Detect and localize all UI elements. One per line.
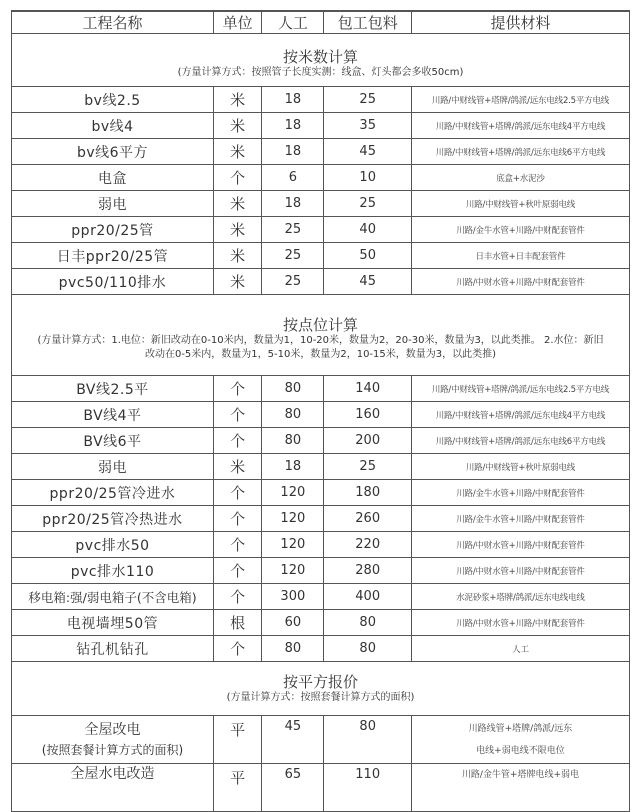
section-note: (方量计算方式：按照管子长度实测：线盒、灯头都会多收50cm) xyxy=(177,66,464,78)
cell-name xyxy=(12,764,214,812)
cell-materials: 川路/中财线管+塔牌/鸽派/远东电线2.5平方电线 xyxy=(411,87,629,113)
cell-unit: 个 xyxy=(213,506,261,532)
cell-labor: 18 xyxy=(262,191,324,217)
cell-unit: 个 xyxy=(213,428,261,454)
cell-name: BV线6平 xyxy=(12,428,214,454)
table-row xyxy=(12,532,630,558)
cell-unit: 个 xyxy=(213,376,261,402)
cell-unit: 个 xyxy=(213,532,261,558)
table-row xyxy=(12,584,630,610)
cell-labor: 120 xyxy=(262,532,324,558)
cell-materials: 川路/中财水管+川路/中财配套管件 xyxy=(411,610,629,636)
cell-name-main: 全屋水电改造 xyxy=(70,766,155,782)
cell-package: 45 xyxy=(324,269,411,295)
cell-materials xyxy=(411,716,629,764)
table-row xyxy=(12,764,630,812)
cell-labor: 300 xyxy=(262,584,324,610)
section-header-point xyxy=(12,295,630,376)
cell-unit: 米 xyxy=(213,217,261,243)
cell-package: 200 xyxy=(324,428,411,454)
header-package: 包工包料 xyxy=(324,11,411,34)
section-note: (方量计算方式：1.电位：新旧改动在0-10米内，数量为1，10-20米，数量为2，20-30米，数量为3，以此类推。 2.水位：新旧改动在0-5米内，数量为1，5-10米，数量为2，10-15米，数量为3，以此类推) xyxy=(37,334,604,360)
cell-materials: 川路/中财水管+川路/中财配套管件 xyxy=(411,532,629,558)
cell-materials: 川路/中财水管+川路/中财配套管件 xyxy=(411,558,629,584)
header-row xyxy=(12,11,630,34)
cell-name: 日丰ppr20/25管 xyxy=(12,243,214,269)
cell-package: 160 xyxy=(324,402,411,428)
cell-package: 25 xyxy=(324,87,411,113)
cell-materials: 川路/中财线管+秋叶原弱电线 xyxy=(411,454,629,480)
cell-name: ppr20/25管冷热进水 xyxy=(12,506,214,532)
cell-unit: 个 xyxy=(213,584,261,610)
section-header-meter xyxy=(12,34,630,87)
cell-package: 80 xyxy=(324,636,411,662)
header-materials: 提供材料 xyxy=(411,11,629,34)
cell-materials: 川路/中财线管+塔牌/鸽派/远东电线6平方电线 xyxy=(411,428,629,454)
table-row xyxy=(12,113,630,139)
cell-package: 10 xyxy=(324,165,411,191)
cell-unit: 根 xyxy=(213,610,261,636)
cell-materials-line2: 电线+弱电线不限电位 xyxy=(476,745,565,756)
cell-package: 45 xyxy=(324,139,411,165)
cell-labor: 60 xyxy=(262,610,324,636)
cell-unit: 米 xyxy=(213,454,261,480)
table-row xyxy=(12,428,630,454)
cell-name-main: 全屋改电 xyxy=(84,721,141,738)
cell-name: 电盒 xyxy=(12,165,214,191)
cell-labor: 25 xyxy=(262,217,324,243)
cell-name: pvc排水50 xyxy=(12,532,214,558)
cell-unit: 米 xyxy=(213,87,261,113)
table-row xyxy=(12,636,630,662)
cell-materials: 日丰水管+日丰配套管件 xyxy=(411,243,629,269)
cell-name: 弱电 xyxy=(12,191,214,217)
table-row xyxy=(12,402,630,428)
section-title: 按平方报价 xyxy=(282,673,358,691)
cell-unit: 米 xyxy=(213,113,261,139)
cell-unit: 个 xyxy=(213,480,261,506)
cell-labor: 120 xyxy=(262,558,324,584)
header-labor: 人工 xyxy=(262,11,324,34)
cell-materials xyxy=(411,764,629,812)
cell-package: 110 xyxy=(324,764,411,812)
cell-package: 40 xyxy=(324,217,411,243)
table-row xyxy=(12,243,630,269)
cell-labor: 18 xyxy=(262,454,324,480)
cell-materials: 川路/中财线管+秋叶原弱电线 xyxy=(411,191,629,217)
section-cell xyxy=(12,34,630,87)
cell-unit: 个 xyxy=(213,636,261,662)
table-row xyxy=(12,376,630,402)
cell-name: ppr20/25管 xyxy=(12,217,214,243)
cell-materials: 川路/金牛水管+川路/中财配套管件 xyxy=(411,506,629,532)
cell-unit: 米 xyxy=(213,191,261,217)
table-row xyxy=(12,139,630,165)
cell-name: bv线4 xyxy=(12,113,214,139)
cell-labor: 18 xyxy=(262,87,324,113)
cell-labor: 80 xyxy=(262,636,324,662)
cell-name: BV线2.5平 xyxy=(12,376,214,402)
table-row xyxy=(12,269,630,295)
cell-name: 电视墙埋50管 xyxy=(12,610,214,636)
section-header-area xyxy=(12,662,630,716)
cell-labor: 18 xyxy=(262,139,324,165)
cell-labor: 45 xyxy=(262,716,324,764)
cell-name: ppr20/25管冷进水 xyxy=(12,480,214,506)
cell-labor: 18 xyxy=(262,113,324,139)
cell-materials: 川路/中财线管+塔牌/鸽派/远东电线6平方电线 xyxy=(411,139,629,165)
cell-name: bv线2.5 xyxy=(12,87,214,113)
cell-labor: 25 xyxy=(262,243,324,269)
header-unit: 单位 xyxy=(213,11,261,34)
cell-package: 80 xyxy=(324,716,411,764)
table-row xyxy=(12,454,630,480)
table-row xyxy=(12,191,630,217)
cell-package: 220 xyxy=(324,532,411,558)
cell-package: 25 xyxy=(324,454,411,480)
cell-package: 400 xyxy=(324,584,411,610)
cell-name: bv线6平方 xyxy=(12,139,214,165)
cell-name: pvc50/110排水 xyxy=(12,269,214,295)
cell-materials: 川路/金牛水管+川路/中财配套管件 xyxy=(411,217,629,243)
cell-package: 280 xyxy=(324,558,411,584)
cell-labor: 120 xyxy=(262,480,324,506)
cell-unit: 平 xyxy=(213,764,261,812)
cell-package: 260 xyxy=(324,506,411,532)
cell-package: 35 xyxy=(324,113,411,139)
table-row xyxy=(12,217,630,243)
cell-package: 180 xyxy=(324,480,411,506)
cell-unit: 米 xyxy=(213,243,261,269)
cell-labor: 65 xyxy=(262,764,324,812)
cell-labor: 25 xyxy=(262,269,324,295)
cell-unit: 个 xyxy=(213,558,261,584)
section-title: 按点位计算 xyxy=(282,315,358,334)
section-cell xyxy=(12,662,630,716)
header-name: 工程名称 xyxy=(12,11,214,34)
price-table xyxy=(11,10,630,812)
cell-materials: 川路/中财水管+川路/中财配套管件 xyxy=(411,269,629,295)
table-row xyxy=(12,87,630,113)
cell-package: 140 xyxy=(324,376,411,402)
cell-materials: 川路/中财线管+塔牌/鸽派/远东电线2.5平方电线 xyxy=(411,376,629,402)
cell-unit: 米 xyxy=(213,269,261,295)
section-title: 按米数计算 xyxy=(282,47,358,66)
cell-name-sub: (按照套餐计算方式的面积) xyxy=(41,742,184,757)
cell-materials-line1: 川路/金牛管+塔牌电线+弱电 xyxy=(461,770,580,780)
cell-materials-line1: 川路线管+塔牌/鸽派/远东 xyxy=(468,723,573,734)
table-row xyxy=(12,480,630,506)
cell-unit: 米 xyxy=(213,139,261,165)
cell-unit: 个 xyxy=(213,165,261,191)
price-table-container xyxy=(11,10,630,812)
cell-labor: 80 xyxy=(262,428,324,454)
cell-name: 移电箱:强/弱电箱子(不含电箱) xyxy=(12,584,214,610)
cell-package: 50 xyxy=(324,243,411,269)
cell-materials: 川路/中财线管+塔牌/鸽派/远东电线4平方电线 xyxy=(411,402,629,428)
table-row xyxy=(12,506,630,532)
cell-unit: 个 xyxy=(213,402,261,428)
cell-name: BV线4平 xyxy=(12,402,214,428)
cell-labor: 6 xyxy=(262,165,324,191)
cell-name: pvc排水110 xyxy=(12,558,214,584)
table-row xyxy=(12,610,630,636)
cell-package: 80 xyxy=(324,610,411,636)
cell-materials: 底盒+水泥沙 xyxy=(411,165,629,191)
cell-labor: 80 xyxy=(262,376,324,402)
cell-name xyxy=(12,716,214,764)
cell-name: 钻孔机钻孔 xyxy=(12,636,214,662)
cell-package: 25 xyxy=(324,191,411,217)
cell-materials: 水泥砂浆+塔牌/鸽派/远东电线电线 xyxy=(411,584,629,610)
cell-unit: 平 xyxy=(213,716,261,764)
table-row xyxy=(12,165,630,191)
table-row xyxy=(12,558,630,584)
section-cell xyxy=(12,295,630,376)
section-note: (方量计算方式：按照套餐计算方式的面积) xyxy=(226,692,415,703)
cell-materials: 人工 xyxy=(411,636,629,662)
cell-name: 弱电 xyxy=(12,454,214,480)
cell-materials: 川路/中财线管+塔牌/鸽派/远东电线4平方电线 xyxy=(411,113,629,139)
cell-labor: 120 xyxy=(262,506,324,532)
table-row xyxy=(12,716,630,764)
cell-materials: 川路/金牛水管+川路/中财配套管件 xyxy=(411,480,629,506)
cell-labor: 80 xyxy=(262,402,324,428)
